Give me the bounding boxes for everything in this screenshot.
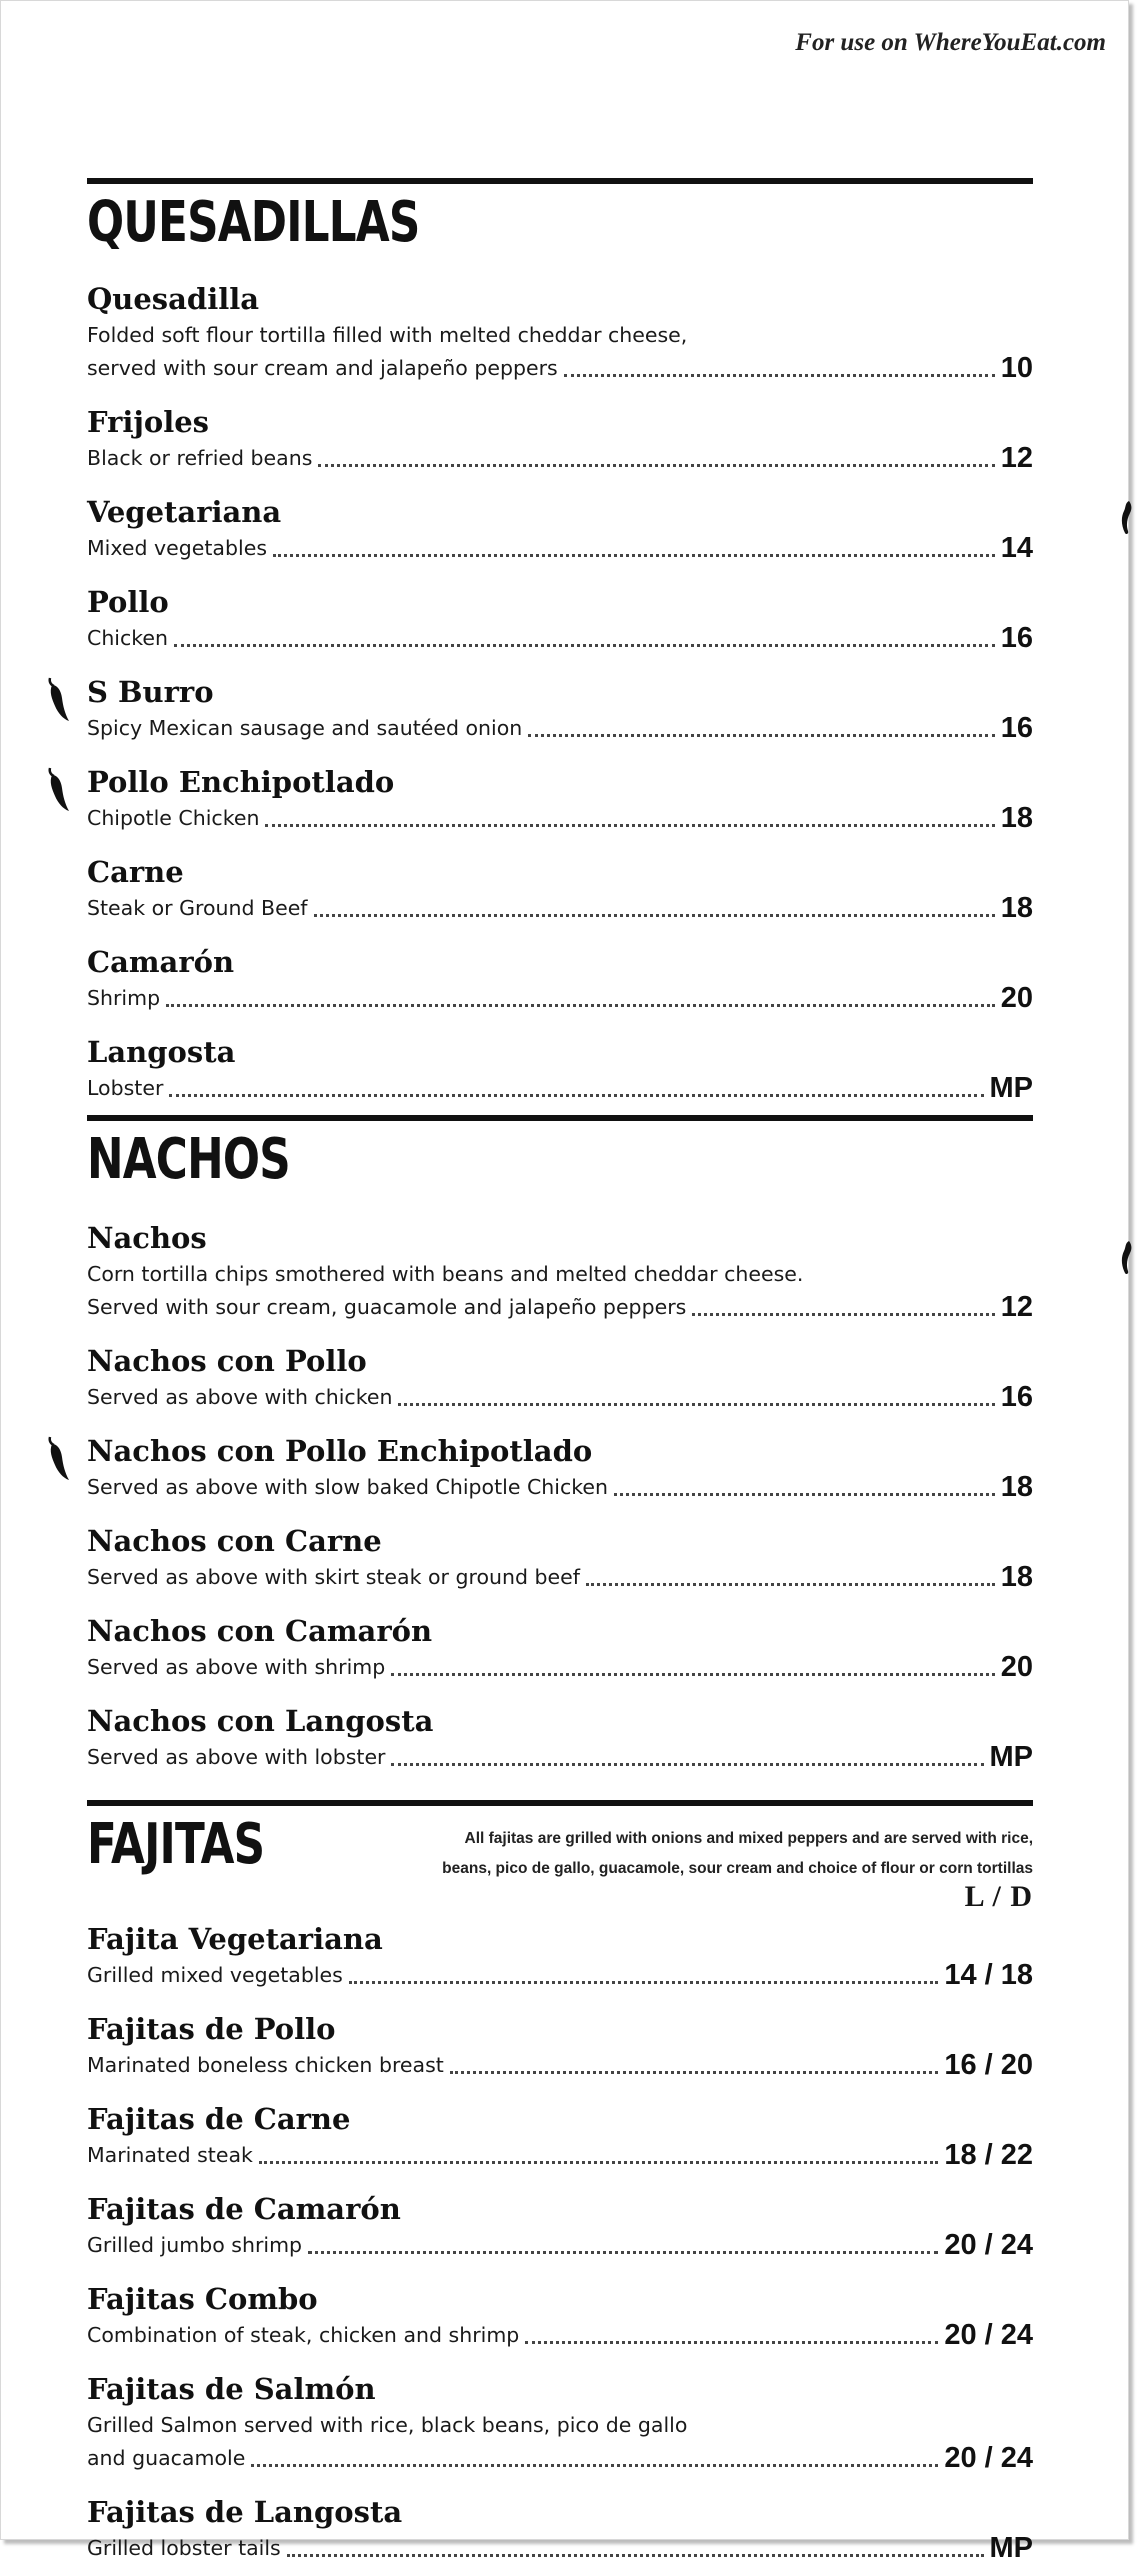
item-name: S Burro — [87, 675, 214, 709]
dot-leader — [692, 1280, 994, 1316]
item-price: 14 — [1000, 532, 1033, 564]
item-price-line — [87, 532, 1033, 565]
item-description: Served as above with slow baked Chipotle Chicken — [87, 1475, 608, 1499]
dot-leader — [318, 431, 994, 467]
item-description: Grilled lobster tails — [87, 2536, 281, 2560]
menu-item — [87, 402, 1033, 475]
menu-item — [87, 762, 1033, 835]
item-price-line — [87, 1651, 1033, 1684]
menu-content — [87, 178, 1033, 2565]
item-price: MP — [989, 2532, 1033, 2564]
item-price: 18 / 22 — [944, 2139, 1033, 2171]
item-price-line — [87, 1072, 1033, 1105]
item-name: Pollo Enchipotlado — [87, 765, 395, 799]
item-description: Shrimp — [87, 986, 161, 1010]
item-price-line — [87, 442, 1033, 475]
menu-item — [87, 1218, 1033, 1324]
chili-pepper-icon — [1115, 1239, 1137, 1277]
section-title: FAJITAS — [87, 1812, 265, 1877]
item-price-line — [87, 892, 1033, 925]
item-description: Marinated steak — [87, 2143, 253, 2167]
item-description: Served as above with skirt steak or ground beef — [87, 1565, 580, 1589]
item-name: Nachos — [87, 1221, 207, 1255]
watermark: For use on WhereYouEat.com — [795, 29, 1106, 56]
dot-leader — [525, 2308, 938, 2344]
item-name: Fajitas de Carne — [87, 2102, 351, 2136]
lunch-dinner-label: L / D — [964, 1880, 1033, 1913]
item-price-line — [87, 982, 1033, 1015]
item-name: Fajitas de Camarón — [87, 2192, 401, 2226]
dot-leader — [314, 881, 995, 917]
item-price: 20 — [1000, 1651, 1033, 1683]
menu-item — [87, 1701, 1033, 1774]
chili-pepper-icon — [41, 766, 71, 814]
item-name: Nachos con Carne — [87, 1524, 382, 1558]
item-price: MP — [989, 1072, 1033, 1104]
item-description: Steak or Ground Beef — [87, 896, 308, 920]
item-price: 14 / 18 — [944, 1959, 1033, 1991]
item-description: Marinated boneless chicken breast — [87, 2053, 444, 2077]
item-description: Grilled Salmon served with rice, black beans, pico de gallo — [87, 2413, 688, 2437]
menu-item — [87, 852, 1033, 925]
item-description: Served as above with chicken — [87, 1385, 393, 1409]
item-price-line — [87, 1291, 1033, 1324]
item-description: and guacamole — [87, 2446, 246, 2470]
item-price-line — [87, 1959, 1033, 1992]
section-note-line: All fajitas are grilled with onions and mixed peppers and are served with rice, — [464, 1830, 1033, 1847]
item-name: Pollo — [87, 585, 169, 619]
item-price-line — [87, 352, 1033, 385]
menu-item — [87, 1341, 1033, 1414]
menu-item — [87, 582, 1033, 655]
item-name: Fajitas de Salmón — [87, 2372, 376, 2406]
item-price: 10 — [1000, 352, 1033, 384]
chili-pepper-icon — [41, 1435, 71, 1483]
item-price: 16 / 20 — [944, 2049, 1033, 2081]
dot-leader — [308, 2218, 938, 2254]
item-price: 18 — [1000, 802, 1033, 834]
item-description: Corn tortilla chips smothered with beans and melted cheddar cheese. — [87, 1262, 804, 1286]
dot-leader — [398, 1370, 994, 1406]
item-name: Camarón — [87, 945, 235, 979]
item-price-line — [87, 1741, 1033, 1774]
item-description: Mixed vegetables — [87, 536, 267, 560]
dot-leader — [166, 971, 995, 1007]
item-price-line — [87, 2319, 1033, 2352]
item-description: Chipotle Chicken — [87, 806, 260, 830]
item-price-line — [87, 1381, 1033, 1414]
dot-leader — [169, 1061, 983, 1097]
item-price: 12 — [1000, 1291, 1033, 1323]
item-price-line — [87, 802, 1033, 835]
menu-item — [87, 1521, 1033, 1594]
item-price-line — [87, 1471, 1033, 1504]
item-name: Fajitas Combo — [87, 2282, 318, 2316]
item-price-line — [87, 712, 1033, 745]
dot-leader — [391, 1640, 994, 1676]
item-price: 20 / 24 — [944, 2442, 1033, 2474]
chili-pepper-icon — [1115, 499, 1137, 537]
dot-leader — [586, 1550, 995, 1586]
menu-item — [87, 1032, 1033, 1105]
item-name: Nachos con Pollo — [87, 1344, 367, 1378]
item-price: 18 — [1000, 1561, 1033, 1593]
section-note-line: beans, pico de gallo, guacamole, sour cream and choice of flour or corn tortillas — [442, 1860, 1033, 1877]
menu-item — [87, 492, 1033, 565]
dot-leader — [614, 1460, 995, 1496]
item-price-line — [87, 2049, 1033, 2082]
item-description: Spicy Mexican sausage and sautéed onion — [87, 716, 523, 740]
dot-leader — [528, 701, 994, 737]
item-price-line — [87, 2442, 1033, 2475]
item-description: Served as above with shrimp — [87, 1655, 386, 1679]
item-name: Vegetariana — [87, 495, 282, 529]
item-name: Carne — [87, 855, 184, 889]
item-name: Nachos con Camarón — [87, 1614, 433, 1648]
section-header — [87, 1806, 1033, 1886]
item-price-line — [87, 2229, 1033, 2262]
dot-leader — [259, 2128, 938, 2164]
item-price: 16 — [1000, 622, 1033, 654]
item-price-line — [87, 2139, 1033, 2172]
dot-leader — [349, 1948, 938, 1984]
item-name: Fajitas de Pollo — [87, 2012, 336, 2046]
item-description: Black or refried beans — [87, 446, 313, 470]
item-name: Fajita Vegetariana — [87, 1922, 383, 1956]
section-fajitas — [87, 1800, 1033, 2565]
menu-item — [87, 1611, 1033, 1684]
item-price: 18 — [1000, 1471, 1033, 1503]
item-description: Served with sour cream, guacamole and jalapeño peppers — [87, 1295, 687, 1319]
item-description: Chicken — [87, 626, 169, 650]
dot-leader — [251, 2431, 938, 2467]
menu-item — [87, 1431, 1033, 1504]
item-name: Nachos con Pollo Enchipotlado — [87, 1434, 593, 1468]
item-price: 20 / 24 — [944, 2319, 1033, 2351]
menu-item — [87, 279, 1033, 385]
item-description: Combination of steak, chicken and shrimp — [87, 2323, 520, 2347]
item-price: 18 — [1000, 892, 1033, 924]
menu-item — [87, 672, 1033, 745]
item-name: Frijoles — [87, 405, 210, 439]
section-title: QUESADILLAS — [87, 190, 420, 255]
item-name: Quesadilla — [87, 282, 260, 316]
menu-item — [87, 2279, 1033, 2352]
item-price: 16 — [1000, 712, 1033, 744]
section-header — [87, 184, 1033, 270]
item-name: Fajitas de Langosta — [87, 2495, 403, 2529]
item-price: 20 / 24 — [944, 2229, 1033, 2261]
section-header — [87, 1121, 1033, 1207]
item-price-line — [87, 2532, 1033, 2565]
menu-item — [87, 2369, 1033, 2475]
item-price-line — [87, 1561, 1033, 1594]
item-price-line — [87, 622, 1033, 655]
section-quesadillas — [87, 178, 1033, 1105]
item-description: Folded soft flour tortilla filled with melted cheddar cheese, — [87, 323, 688, 347]
menu-item — [87, 942, 1033, 1015]
dot-leader — [450, 2038, 938, 2074]
dot-leader — [391, 1730, 983, 1766]
dot-leader — [174, 611, 995, 647]
menu-item — [87, 2009, 1033, 2082]
menu-item — [87, 2099, 1033, 2172]
item-price: 16 — [1000, 1381, 1033, 1413]
item-name: Nachos con Langosta — [87, 1704, 434, 1738]
item-description: Served as above with lobster — [87, 1745, 386, 1769]
item-description: Lobster — [87, 1076, 164, 1100]
item-price: MP — [989, 1741, 1033, 1773]
menu-item — [87, 2492, 1033, 2565]
item-description: Grilled jumbo shrimp — [87, 2233, 303, 2257]
menu-item — [87, 2189, 1033, 2262]
item-name: Langosta — [87, 1035, 236, 1069]
item-description: served with sour cream and jalapeño peppers — [87, 356, 558, 380]
section-nachos — [87, 1115, 1033, 1774]
chili-pepper-icon — [41, 676, 71, 724]
section-note — [357, 1824, 1033, 1884]
menu-item — [87, 1919, 1033, 1992]
dot-leader — [564, 341, 995, 377]
section-title: NACHOS — [87, 1127, 290, 1192]
item-price: 20 — [1000, 982, 1033, 1014]
item-description: Grilled mixed vegetables — [87, 1963, 343, 1987]
dot-leader — [273, 521, 995, 557]
item-price: 12 — [1000, 442, 1033, 474]
dot-leader — [265, 791, 994, 827]
